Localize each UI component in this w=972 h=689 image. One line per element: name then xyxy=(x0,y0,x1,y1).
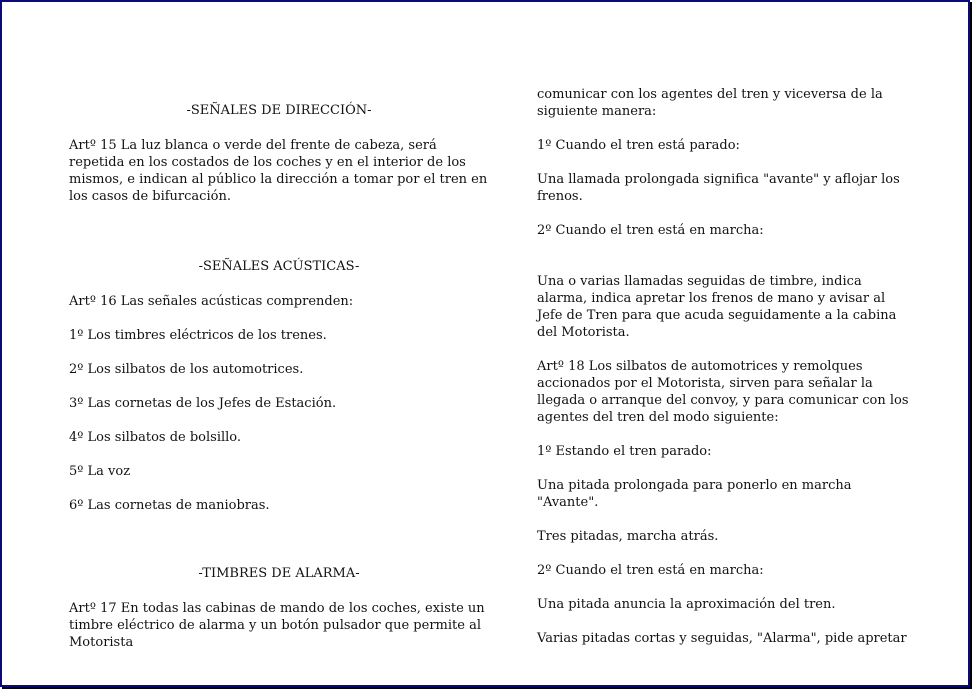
list-item: 2º Los silbatos de los automotrices. xyxy=(69,362,304,377)
list-item: 5º La voz xyxy=(69,464,131,479)
right-column xyxy=(537,86,912,647)
list-item: 6º Las cornetas de maniobras. xyxy=(69,498,270,513)
article-18-moving-heading: 2º Cuando el tren está en marcha: xyxy=(537,563,764,578)
article-17-moving-heading: 2º Cuando el tren está en marcha: xyxy=(537,223,764,238)
heading-direction-signals: -SEÑALES DE DIRECCIÓN- xyxy=(186,103,372,118)
article-17-moving-text: Una o varias llamadas seguidas de timbre, indica alarma, indica apretar los frenos de mano y avisar al Jefe de Tren para que acuda seguidamente a la cabina del Motorista. xyxy=(537,274,897,340)
article-18-moving-text-2: Varias pitadas cortas y seguidas, "Alarma", pide apretar xyxy=(537,631,907,646)
article-18-stopped-text-2: Tres pitadas, marcha atrás. xyxy=(537,529,719,544)
heading-alarm-bells: -TIMBRES DE ALARMA- xyxy=(198,566,360,581)
article-17-stopped-text: Una llamada prolongada significa "avante" y aflojar los frenos. xyxy=(537,172,900,204)
article-17-start: Artº 17 En todas las cabinas de mando de los coches, existe un timbre eléctrico de alarma y un botón pulsador que permite al Motorista xyxy=(69,601,485,650)
article-18-stopped-heading: 1º Estando el tren parado: xyxy=(537,444,712,459)
article-17-stopped-heading: 1º Cuando el tren está parado: xyxy=(537,138,740,153)
article-18: Artº 18 Los silbatos de automotrices y remolques accionados por el Motorista, sirven para señalar la llegada o arranque del convoy, y para comunicar con los agentes del tren del modo siguiente: xyxy=(537,359,909,425)
article-18-moving-text-1: Una pitada anuncia la aproximación del tren. xyxy=(537,597,836,612)
article-15: Artº 15 La luz blanca o verde del frente de cabeza, será repetida en los costados de los coches y en el interior de los mismos, e indican al público la dirección a tomar por el tren en los casos de bifurcación. xyxy=(69,138,488,204)
list-item: 4º Los silbatos de bolsillo. xyxy=(69,430,242,445)
article-18-stopped-text-1: Una pitada prolongada para ponerlo en marcha "Avante". xyxy=(537,478,852,510)
list-item: 1º Los timbres eléctricos de los trenes. xyxy=(69,328,327,343)
heading-acoustic-signals: -SEÑALES ACÚSTICAS- xyxy=(198,259,360,274)
article-16-intro: Artº 16 Las señales acústicas comprenden: xyxy=(69,294,354,309)
list-item: 3º Las cornetas de los Jefes de Estación. xyxy=(69,396,337,411)
article-17-continued: comunicar con los agentes del tren y viceversa de la siguiente manera: xyxy=(537,87,883,119)
left-column xyxy=(69,102,489,651)
